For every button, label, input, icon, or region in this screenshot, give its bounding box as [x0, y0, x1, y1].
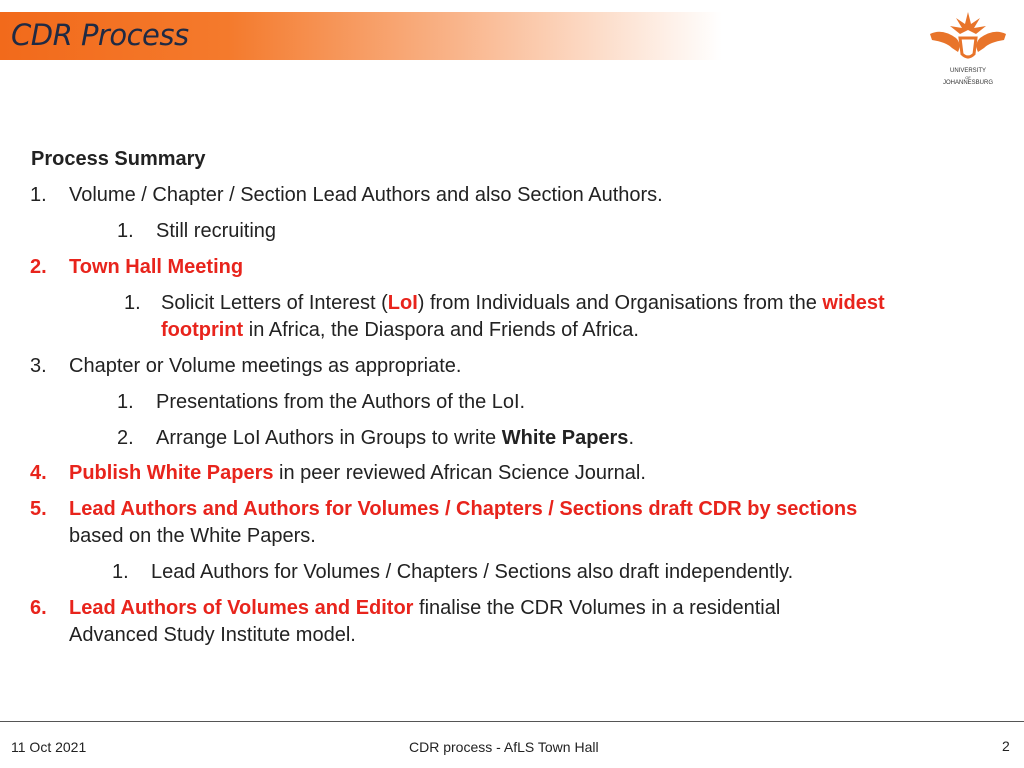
logo-text-line3: JOHANNESBURG [942, 80, 993, 86]
list-item-continuation: based on the White Papers. [69, 525, 316, 547]
slide-title: CDR Process [11, 18, 189, 52]
logo-emblem-icon [922, 8, 1014, 64]
section-heading: Process Summary [31, 148, 206, 170]
footer-title: CDR process - AfLS Town Hall [409, 739, 599, 755]
logo-text-line2: OF [965, 75, 971, 80]
university-logo [922, 8, 1014, 92]
page-number: 2 [1002, 738, 1010, 754]
footer-date: 11 Oct 2021 [11, 739, 87, 755]
logo-text-line1: UNIVERSITY [949, 68, 986, 74]
footer-divider [0, 721, 1024, 722]
list-item-continuation: footprint in Africa, the Diaspora and Friends of Africa. [161, 319, 639, 341]
list-item-continuation: Advanced Study Institute model. [69, 624, 356, 646]
